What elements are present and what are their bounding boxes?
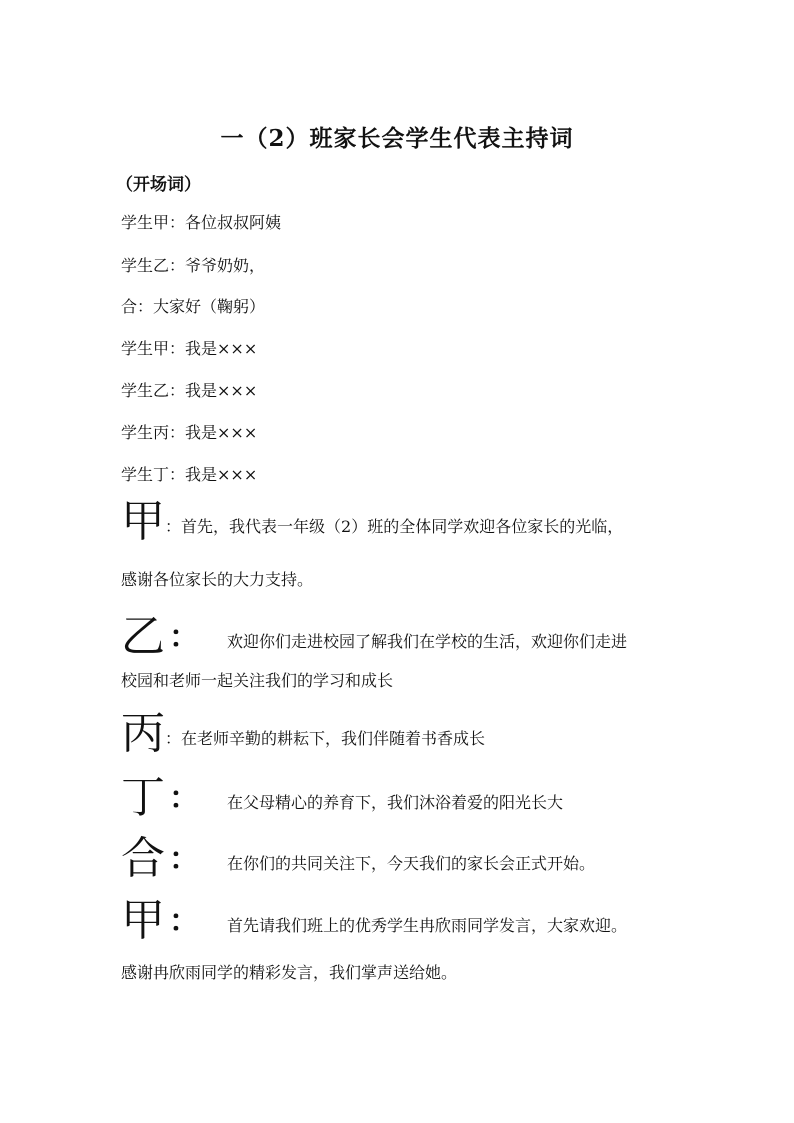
speech-text: 欢迎你们走进校园了解我们在学校的生活，欢迎你们走进 (227, 632, 628, 651)
section-heading: （开场词） (116, 175, 201, 195)
speaker-mark: 甲 (121, 496, 165, 547)
speech-text: 在老师辛勤的耕耘下，我们伴随着书香成长 (181, 729, 486, 748)
speech-continuation: 感谢各位家长的大力支持。 (121, 570, 314, 589)
speaker-mark: 丙 (121, 708, 165, 759)
speaker-colon: ： (169, 781, 199, 816)
speech-block (121, 496, 681, 547)
speaker-colon: ： (169, 620, 199, 655)
intro-line: 学生甲：各位叔叔阿姨 (121, 213, 282, 232)
speaker-mark: 乙 (121, 611, 165, 662)
speaker-colon: ： (165, 729, 182, 748)
speech-block (121, 895, 681, 946)
speech-block (121, 611, 681, 662)
intro-line: 学生乙：我是××× (121, 381, 258, 400)
intro-line: 学生甲：我是××× (121, 339, 258, 358)
speech-continuation: 校园和老师一起关注我们的学习和成长 (121, 671, 394, 690)
speaker-mark: 甲 (121, 895, 165, 946)
speaker-mark: 合 (121, 833, 165, 884)
speaker-colon: ： (169, 904, 199, 939)
speaker-colon: ： (165, 517, 182, 536)
speech-text: 首先，我代表一年级（2）班的全体同学欢迎各位家长的光临， (181, 517, 624, 536)
speech-continuation: 感谢冉欣雨同学的精彩发言，我们掌声送给她。 (121, 963, 458, 982)
speech-text: 在你们的共同关注下，今天我们的家长会正式开始。 (227, 854, 596, 873)
speech-block (121, 708, 681, 759)
speech-text: 在父母精心的养育下，我们沐浴着爱的阳光长大 (227, 793, 564, 812)
speaker-colon: ： (169, 842, 199, 877)
speech-block (121, 772, 681, 823)
document-title: 一（2）班家长会学生代表主持词 (220, 125, 574, 152)
intro-line: 学生丁：我是××× (121, 465, 258, 484)
speech-block (121, 833, 681, 884)
speaker-mark: 丁 (121, 772, 165, 823)
intro-line: 合：大家好（鞠躬） (121, 297, 266, 316)
intro-line: 学生丙：我是××× (121, 423, 258, 442)
intro-line: 学生乙：爷爷奶奶， (121, 256, 266, 275)
speech-text: 首先请我们班上的优秀学生冉欣雨同学发言，大家欢迎。 (227, 916, 628, 935)
